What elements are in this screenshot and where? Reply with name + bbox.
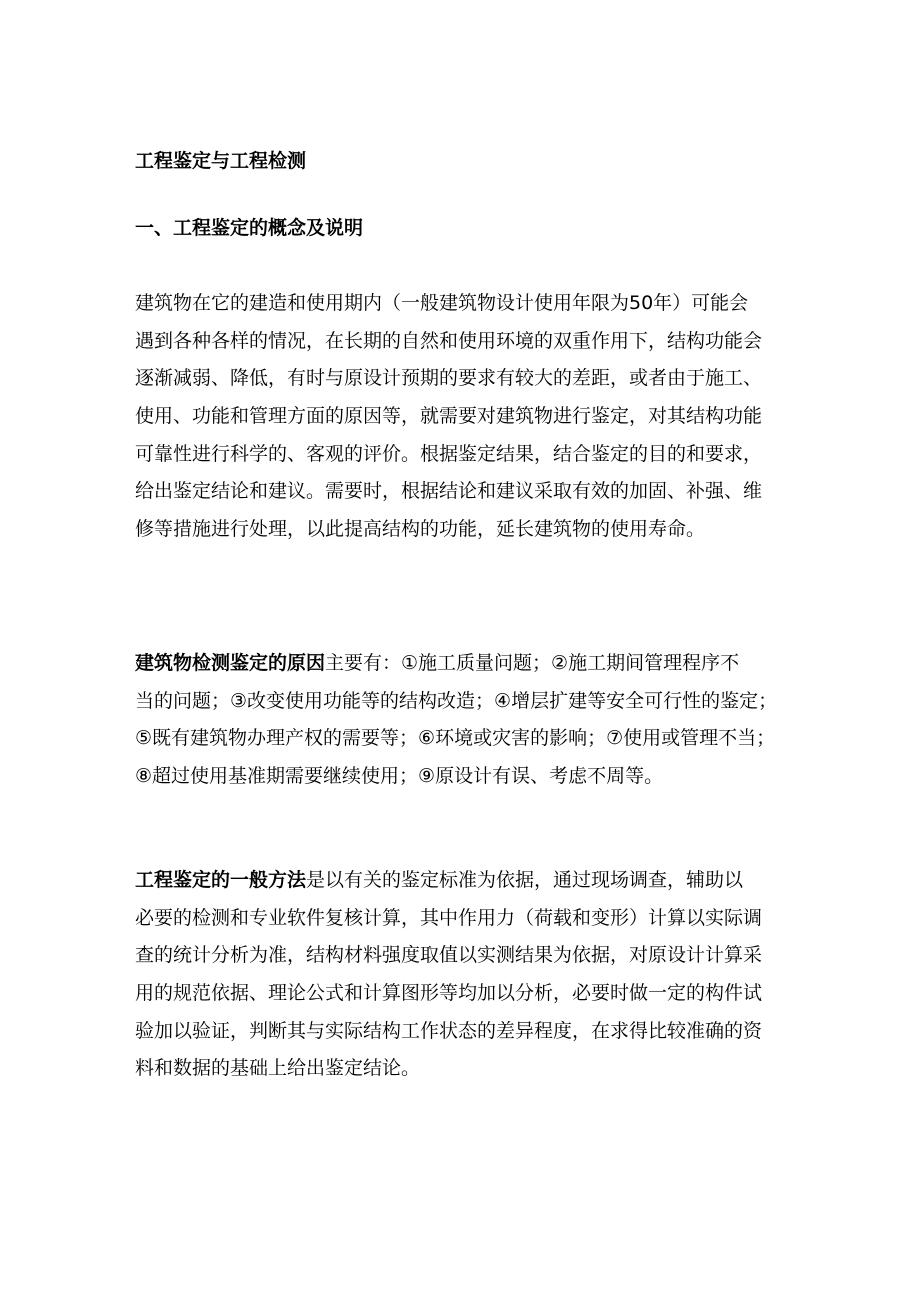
paragraph-line: 建筑物在它的建造和使用期内（一般建筑物设计使用年限为50年）可能会 [135, 292, 749, 314]
paragraph-reasons [135, 645, 795, 796]
bold-lead-reasons: 建筑物检测鉴定的原因 [135, 652, 326, 674]
paragraph-line: ⑤既有建筑物办理产权的需要等；⑥环境或灾害的影响；⑦使用或管理不当； [135, 727, 776, 750]
document-title: 工程鉴定与工程检测 [135, 150, 307, 172]
paragraph-first-line [135, 645, 795, 683]
paragraph-text: 主要有：①施工质量问题；②施工期间管理程序不 [325, 652, 740, 674]
bold-lead-methods: 工程鉴定的一般方法 [135, 869, 307, 891]
paragraph-concept [135, 285, 795, 549]
paragraph-methods [135, 862, 795, 1088]
section-heading: 一、工程鉴定的概念及说明 [135, 217, 364, 239]
paragraph-line: 可靠性进行科学的、客观的评价。根据鉴定结果，结合鉴定的目的和要求， [135, 442, 763, 465]
paragraph-line: 必要的检测和专业软件复核计算，其中作用力（荷载和变形）计算以实际调 [135, 906, 763, 929]
paragraph-line: 查的统计分析为准，结构材料强度取值以实测结果为依据，对原设计计算采 [135, 944, 763, 967]
paragraph-line: 验加以验证，判断其与实际结构工作状态的差异程度，在求得比较准确的资 [135, 1019, 763, 1042]
paragraph-line: 给出鉴定结论和建议。需要时，根据结论和建议采取有效的加固、补强、维 [135, 480, 763, 503]
paragraph-line: 修等措施进行处理，以此提高结构的功能，延长建筑物的使用寿命。 [135, 518, 706, 541]
paragraph-line: 使用、功能和管理方面的原因等，就需要对建筑物进行鉴定，对其结构功能 [135, 405, 763, 428]
paragraph-line: 逐渐减弱、降低，有时与原设计预期的要求有较大的差距，或者由于施工、 [135, 367, 763, 390]
paragraph-line: 用的规范依据、理论公式和计算图形等均加以分析，必要时做一定的构件试 [135, 982, 763, 1005]
paragraph-first-line [135, 862, 795, 900]
paragraph-text: 是以有关的鉴定标准为依据，通过现场调查，辅助以 [306, 869, 744, 891]
paragraph-line: 遇到各种各样的情况，在长期的自然和使用环境的双重作用下，结构功能会 [135, 329, 763, 352]
paragraph-line: 当的问题；③改变使用功能等的结构改造；④增层扩建等安全可行性的鉴定； [135, 689, 778, 712]
paragraph-line: 料和数据的基础上给出鉴定结论。 [135, 1057, 421, 1080]
paragraph-line: ⑧超过使用基准期需要继续使用；⑨原设计有误、考虑不周等。 [135, 765, 664, 788]
